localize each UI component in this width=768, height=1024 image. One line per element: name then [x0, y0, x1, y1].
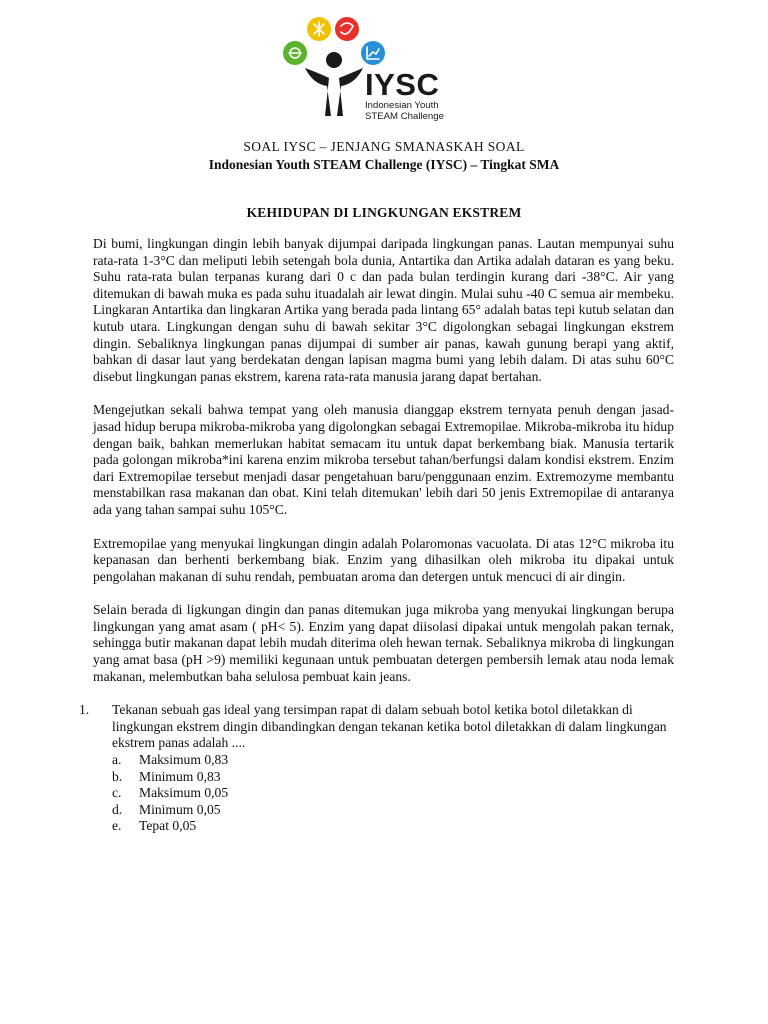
paragraph-2: Mengejutkan sekali bahwa tempat yang oleh manusia dianggap ekstrem ternyata penuh dengan jasad-jasad hidup berupa mikroba-mikroba yang digolongkan sebagai Extremopilae. Mikroba-mikroba itu hidup dengan baik, bahkan memerlukan habitat semacam itu untuk dapat berkembang biak. Manusia tertarik pada golongan mikroba*ini karena enzim mikroba tersebut tahan/berfungsi dalam kondisi ekstrem. Enzim dari Extremopilae tersebut menjadi dasar pengetahuan baru/penggunaan enzim. Extremozyme membantu menstabilkan rasa makanan dan obat. Kini telah ditemukan' lebih dari 50 jenis Extremopilae di antaranya ada yang tahan sampai suhu 105°C.	[93, 402, 674, 517]
question-number: 1.	[79, 702, 90, 718]
option-d	[112, 802, 674, 819]
paragraph-4: Selain berada di ligkungan dingin dan panas ditemukan juga mikroba yang menyukai lingkungan berupa lingkungan yang amat asam ( pH< 5). Enzim yang dapat diisolasi dipakai untuk mengolah pakan ternak, sehingga butir makanan dapat lebih mudah diterima oleh hewan ternak. Sebaliknya mikroba di lingkungan yang amat basa (pH >9) memiliki kegunaan untuk pembuatan detergen pembersih lemak atau noda lemak makanan, melembutkan baha selulosa pembuat kain jeans.	[93, 602, 674, 684]
paragraph-3: Extremopilae yang menyukai lingkungan dingin adalah Polaromonas vacuolata. Di atas 12°C mikroba itu kepanasan dan berhenti berkembang biak. Enzim yang dihasilkan oleh mikroba itu dipakai untuk pengolahan makanan di suhu rendah, pembuatan aroma dan detergen untuk mencuci di air dingin.	[93, 535, 674, 584]
paragraph-1: Di bumi, lingkungan dingin lebih banyak dijumpai daripada lingkungan panas. Lautan mempunyai suhu rata-rata 1-3°C dan meliputi lebih setengah bola dunia, Antartika dan Artika adalah dataran es yang beku. Suhu rata-rata bulan terpanas kurang dari 0 c dan pada bulan terdingin kurang dari -38°C. Air yang ditemukan di bawah muka es pada suhu ituadalah air lewat dingin. Mulai suhu -40 C semua air membeku. Lingkaran Antartika dan lingkaran Artika yang berada pada lintang 65° adalah batas tepi kutub selatan dan kutub utara. Lingkungan dengan suhu di bawah sekitar 3°C digolongkan sebagai lingkungan ekstrem dingin. Sebaliknya lingkungan panas dijumpai di sumber air panas, kawah gunung berapi yang aktif, bahkan di dasar laut yang berdekatan dengan lapisan magma bumi yang lebih dalam. Di atas suhu 60°C disebut lingkungan panas ekstrem, karena rata-rata manusia jarang dapat bertahan.	[93, 236, 674, 384]
section-title: KEHIDUPAN DI LINGKUNGAN EKSTREM	[246, 205, 522, 220]
logo-acronym: IYSC	[365, 67, 440, 102]
answer-options	[112, 752, 674, 835]
option-text: Maksimum 0,05	[139, 785, 229, 801]
option-letter: b.	[112, 768, 123, 784]
question-text: Tekanan sebuah gas ideal yang tersimpan rapat di dalam sebuah botol ketika botol diletakkan di lingkungan ekstrem dingin dibandingkan dengan tekanan ketika botol diletakkan di dalam lingkungan ekstrem panas adalah ....	[112, 702, 667, 751]
header-line-1: SOAL IYSC – JENJANG SMANASKAH SOAL	[243, 139, 525, 154]
option-a	[112, 752, 674, 769]
red-circle-icon	[335, 17, 359, 41]
option-c	[112, 785, 674, 802]
person-head-icon	[326, 52, 342, 68]
logo-tagline-line2: STEAM Challenge	[365, 111, 444, 122]
option-b	[112, 769, 674, 786]
option-text: Maksimum 0,83	[139, 752, 229, 768]
header-line-2: Indonesian Youth STEAM Challenge (IYSC) – Tingkat SMA	[208, 157, 560, 172]
option-text: Minimum 0,05	[139, 801, 221, 817]
option-text: Minimum 0,83	[139, 768, 221, 784]
option-letter: d.	[112, 801, 123, 817]
document-header	[0, 138, 768, 174]
option-text: Tepat 0,05	[139, 818, 197, 834]
option-letter: c.	[112, 785, 122, 801]
iysc-logo	[283, 16, 458, 124]
logo-tagline-line1: Indonesian Youth	[365, 100, 439, 111]
logo-tagline	[365, 100, 444, 122]
person-body-icon	[305, 68, 363, 116]
option-e	[112, 818, 674, 835]
option-letter: a.	[112, 752, 122, 768]
question-1	[79, 702, 674, 835]
option-letter: e.	[112, 818, 122, 834]
document-body	[79, 236, 674, 835]
